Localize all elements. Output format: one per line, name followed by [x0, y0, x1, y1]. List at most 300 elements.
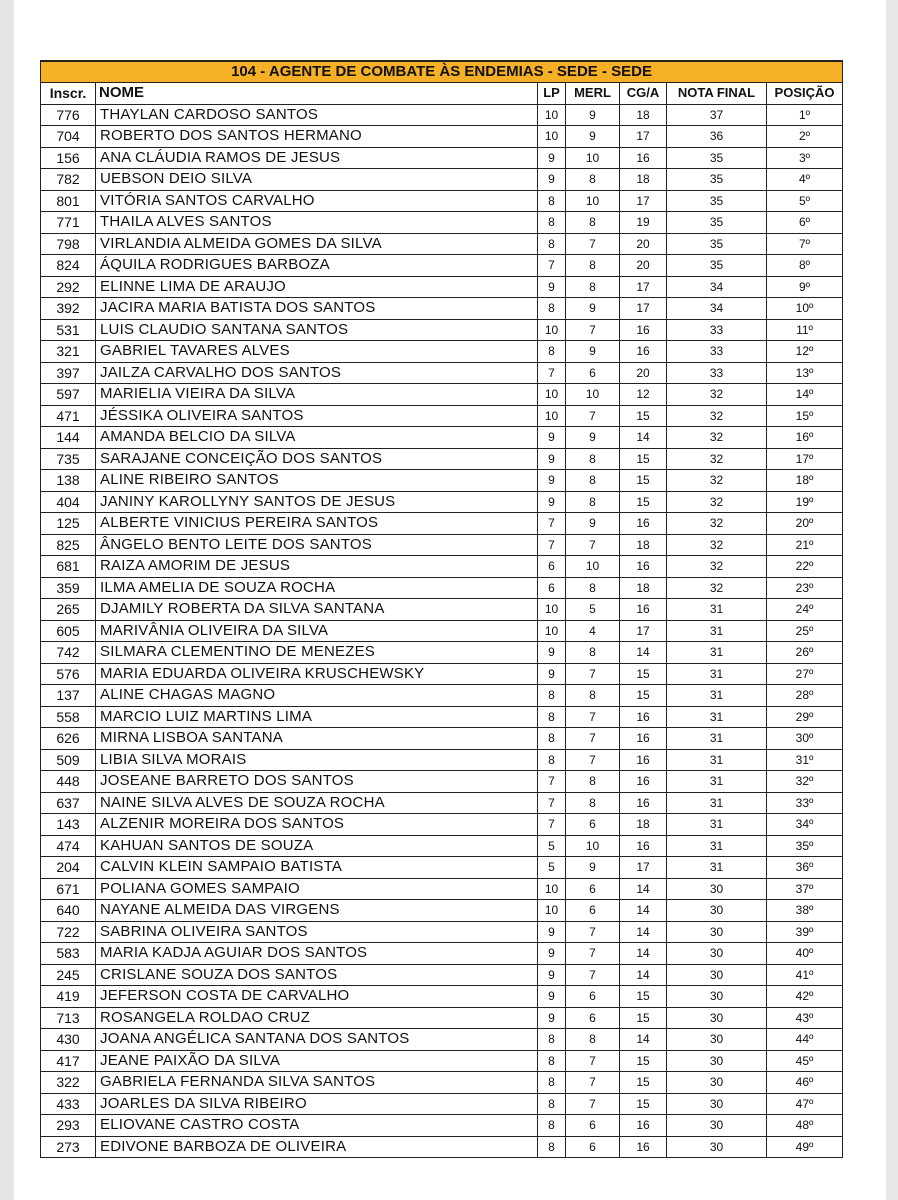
table-row — [41, 878, 843, 900]
cell-nome: POLIANA GOMES SAMPAIO — [96, 878, 538, 900]
cell-cga: 18 — [620, 814, 667, 836]
cell-posicao: 23º — [767, 577, 843, 599]
cell-lp: 8 — [538, 706, 566, 728]
cell-posicao: 32º — [767, 771, 843, 793]
cell-merl: 6 — [566, 1136, 620, 1158]
table-row — [41, 169, 843, 191]
cell-inscr: 322 — [41, 1072, 96, 1094]
cell-nome: NAYANE ALMEIDA DAS VIRGENS — [96, 900, 538, 922]
cell-nome: VIRLANDIA ALMEIDA GOMES DA SILVA — [96, 233, 538, 255]
table-row — [41, 1093, 843, 1115]
table-row — [41, 104, 843, 126]
cell-merl: 9 — [566, 513, 620, 535]
cell-nota-final: 31 — [667, 642, 767, 664]
cell-inscr: 640 — [41, 900, 96, 922]
cell-nome: MARIVÂNIA OLIVEIRA DA SILVA — [96, 620, 538, 642]
table-row — [41, 685, 843, 707]
cell-posicao: 1º — [767, 104, 843, 126]
cell-nome: THAILA ALVES SANTOS — [96, 212, 538, 234]
cell-nome: NAINE SILVA ALVES DE SOUZA ROCHA — [96, 792, 538, 814]
cell-lp: 10 — [538, 319, 566, 341]
table-row — [41, 771, 843, 793]
table-row — [41, 448, 843, 470]
cell-nome: GABRIEL TAVARES ALVES — [96, 341, 538, 363]
cell-inscr: 144 — [41, 427, 96, 449]
cell-nota-final: 30 — [667, 1115, 767, 1137]
cell-cga: 16 — [620, 749, 667, 771]
table-row — [41, 642, 843, 664]
cell-lp: 5 — [538, 857, 566, 879]
cell-posicao: 19º — [767, 491, 843, 513]
cell-nota-final: 30 — [667, 1050, 767, 1072]
cell-nome: CALVIN KLEIN SAMPAIO BATISTA — [96, 857, 538, 879]
cell-posicao: 18º — [767, 470, 843, 492]
right-page-shadow — [886, 0, 898, 1200]
cell-inscr: 125 — [41, 513, 96, 535]
cell-lp: 7 — [538, 534, 566, 556]
table-row — [41, 706, 843, 728]
cell-nome: DJAMILY ROBERTA DA SILVA SANTANA — [96, 599, 538, 621]
cell-inscr: 671 — [41, 878, 96, 900]
cell-nota-final: 35 — [667, 147, 767, 169]
cell-posicao: 6º — [767, 212, 843, 234]
cell-nome: CRISLANE SOUZA DOS SANTOS — [96, 964, 538, 986]
cell-nota-final: 30 — [667, 1136, 767, 1158]
cell-nome: KAHUAN SANTOS DE SOUZA — [96, 835, 538, 857]
left-page-shadow — [0, 0, 14, 1200]
cell-lp: 8 — [538, 1136, 566, 1158]
cell-nota-final: 37 — [667, 104, 767, 126]
cell-inscr: 605 — [41, 620, 96, 642]
cell-posicao: 41º — [767, 964, 843, 986]
cell-cga: 16 — [620, 599, 667, 621]
cell-inscr: 597 — [41, 384, 96, 406]
cell-lp: 8 — [538, 212, 566, 234]
cell-cga: 15 — [620, 1072, 667, 1094]
cell-nota-final: 32 — [667, 534, 767, 556]
table-row — [41, 276, 843, 298]
cell-lp: 8 — [538, 341, 566, 363]
cell-posicao: 10º — [767, 298, 843, 320]
cell-lp: 9 — [538, 470, 566, 492]
cell-inscr: 265 — [41, 599, 96, 621]
cell-nome: EDIVONE BARBOZA DE OLIVEIRA — [96, 1136, 538, 1158]
cell-nome: ÂNGELO BENTO LEITE DOS SANTOS — [96, 534, 538, 556]
cell-inscr: 404 — [41, 491, 96, 513]
cell-nome: ELINNE LIMA DE ARAUJO — [96, 276, 538, 298]
cell-nota-final: 35 — [667, 190, 767, 212]
cell-merl: 7 — [566, 943, 620, 965]
cell-lp: 7 — [538, 771, 566, 793]
cell-lp: 10 — [538, 126, 566, 148]
cell-nome: JACIRA MARIA BATISTA DOS SANTOS — [96, 298, 538, 320]
cell-merl: 8 — [566, 276, 620, 298]
cell-merl: 6 — [566, 900, 620, 922]
cell-merl: 7 — [566, 405, 620, 427]
cell-cga: 15 — [620, 1050, 667, 1072]
results-sheet — [40, 60, 842, 1158]
cell-merl: 6 — [566, 1115, 620, 1137]
cell-nota-final: 30 — [667, 900, 767, 922]
cell-cga: 14 — [620, 878, 667, 900]
cell-nome: JEANE PAIXÃO DA SILVA — [96, 1050, 538, 1072]
cell-posicao: 47º — [767, 1093, 843, 1115]
cell-nota-final: 30 — [667, 986, 767, 1008]
cell-lp: 7 — [538, 362, 566, 384]
cell-lp: 7 — [538, 513, 566, 535]
cell-cga: 16 — [620, 319, 667, 341]
cell-cga: 16 — [620, 1115, 667, 1137]
cell-nome: JOARLES DA SILVA RIBEIRO — [96, 1093, 538, 1115]
cell-nome: AMANDA BELCIO DA SILVA — [96, 427, 538, 449]
cell-lp: 8 — [538, 1050, 566, 1072]
cell-inscr: 735 — [41, 448, 96, 470]
cell-nota-final: 32 — [667, 405, 767, 427]
cell-inscr: 143 — [41, 814, 96, 836]
cell-posicao: 42º — [767, 986, 843, 1008]
cell-cga: 14 — [620, 1029, 667, 1051]
cell-inscr: 417 — [41, 1050, 96, 1072]
cell-nota-final: 35 — [667, 255, 767, 277]
cell-nota-final: 33 — [667, 319, 767, 341]
cell-cga: 20 — [620, 233, 667, 255]
cell-posicao: 44º — [767, 1029, 843, 1051]
cell-inscr: 321 — [41, 341, 96, 363]
cell-posicao: 20º — [767, 513, 843, 535]
cell-nota-final: 30 — [667, 1072, 767, 1094]
cell-merl: 8 — [566, 577, 620, 599]
cell-posicao: 17º — [767, 448, 843, 470]
cell-nome: VITÓRIA SANTOS CARVALHO — [96, 190, 538, 212]
cell-cga: 14 — [620, 921, 667, 943]
cell-inscr: 637 — [41, 792, 96, 814]
cell-lp: 9 — [538, 986, 566, 1008]
cell-merl: 8 — [566, 212, 620, 234]
table-row — [41, 1072, 843, 1094]
cell-inscr: 273 — [41, 1136, 96, 1158]
cell-posicao: 24º — [767, 599, 843, 621]
cell-cga: 15 — [620, 685, 667, 707]
cell-cga: 14 — [620, 900, 667, 922]
cell-posicao: 48º — [767, 1115, 843, 1137]
cell-cga: 14 — [620, 964, 667, 986]
cell-posicao: 30º — [767, 728, 843, 750]
cell-nota-final: 30 — [667, 964, 767, 986]
cell-lp: 10 — [538, 599, 566, 621]
cell-lp: 8 — [538, 233, 566, 255]
cell-inscr: 156 — [41, 147, 96, 169]
cell-merl: 8 — [566, 491, 620, 513]
table-row — [41, 491, 843, 513]
cell-inscr: 742 — [41, 642, 96, 664]
cell-posicao: 7º — [767, 233, 843, 255]
cell-nome: JEFERSON COSTA DE CARVALHO — [96, 986, 538, 1008]
cell-posicao: 12º — [767, 341, 843, 363]
cell-nome: GABRIELA FERNANDA SILVA SANTOS — [96, 1072, 538, 1094]
cell-lp: 10 — [538, 104, 566, 126]
cell-posicao: 14º — [767, 384, 843, 406]
cell-merl: 7 — [566, 663, 620, 685]
cell-merl: 6 — [566, 986, 620, 1008]
cell-inscr: 776 — [41, 104, 96, 126]
cell-posicao: 33º — [767, 792, 843, 814]
cell-merl: 9 — [566, 104, 620, 126]
cell-merl: 9 — [566, 126, 620, 148]
cell-cga: 14 — [620, 943, 667, 965]
cell-merl: 6 — [566, 362, 620, 384]
table-row — [41, 792, 843, 814]
cell-cga: 17 — [620, 190, 667, 212]
cell-nome: LUIS CLAUDIO SANTANA SANTOS — [96, 319, 538, 341]
cell-nota-final: 32 — [667, 470, 767, 492]
cell-nome: MARCIO LUIZ MARTINS LIMA — [96, 706, 538, 728]
cell-posicao: 49º — [767, 1136, 843, 1158]
cell-lp: 7 — [538, 814, 566, 836]
cell-nota-final: 32 — [667, 491, 767, 513]
cell-cga: 16 — [620, 728, 667, 750]
cell-posicao: 37º — [767, 878, 843, 900]
cell-nome: MARIELIA VIEIRA DA SILVA — [96, 384, 538, 406]
header-nome: NOME — [96, 83, 538, 105]
cell-merl: 7 — [566, 319, 620, 341]
cell-lp: 9 — [538, 147, 566, 169]
cell-lp: 6 — [538, 577, 566, 599]
cell-merl: 5 — [566, 599, 620, 621]
cell-lp: 9 — [538, 663, 566, 685]
cell-lp: 9 — [538, 943, 566, 965]
cell-lp: 8 — [538, 728, 566, 750]
cell-posicao: 35º — [767, 835, 843, 857]
cell-cga: 14 — [620, 427, 667, 449]
cell-nota-final: 34 — [667, 298, 767, 320]
cell-lp: 10 — [538, 620, 566, 642]
table-row — [41, 986, 843, 1008]
cell-nome: SABRINA OLIVEIRA SANTOS — [96, 921, 538, 943]
cell-lp: 8 — [538, 1072, 566, 1094]
cell-cga: 20 — [620, 362, 667, 384]
cell-inscr: 204 — [41, 857, 96, 879]
cell-nome: ALZENIR MOREIRA DOS SANTOS — [96, 814, 538, 836]
cell-merl: 10 — [566, 556, 620, 578]
cell-merl: 7 — [566, 964, 620, 986]
table-row — [41, 964, 843, 986]
cell-inscr: 798 — [41, 233, 96, 255]
cell-posicao: 4º — [767, 169, 843, 191]
cell-posicao: 2º — [767, 126, 843, 148]
cell-nota-final: 30 — [667, 921, 767, 943]
cell-merl: 10 — [566, 835, 620, 857]
cell-nota-final: 30 — [667, 878, 767, 900]
cell-cga: 15 — [620, 470, 667, 492]
table-row — [41, 620, 843, 642]
cell-nota-final: 32 — [667, 427, 767, 449]
cell-inscr: 293 — [41, 1115, 96, 1137]
cell-lp: 10 — [538, 878, 566, 900]
cell-cga: 18 — [620, 577, 667, 599]
cell-lp: 8 — [538, 749, 566, 771]
table-row — [41, 900, 843, 922]
cell-posicao: 11º — [767, 319, 843, 341]
cell-merl: 9 — [566, 298, 620, 320]
cell-merl: 9 — [566, 857, 620, 879]
cell-lp: 7 — [538, 792, 566, 814]
table-row — [41, 943, 843, 965]
cell-merl: 8 — [566, 792, 620, 814]
header-lp: LP — [538, 83, 566, 105]
header-nota-final: NOTA FINAL — [667, 83, 767, 105]
cell-nota-final: 30 — [667, 1029, 767, 1051]
table-row — [41, 255, 843, 277]
cell-inscr: 397 — [41, 362, 96, 384]
cell-cga: 19 — [620, 212, 667, 234]
cell-nome: JANINY KAROLLYNY SANTOS DE JESUS — [96, 491, 538, 513]
cell-merl: 6 — [566, 878, 620, 900]
cell-nota-final: 31 — [667, 663, 767, 685]
cell-inscr: 137 — [41, 685, 96, 707]
cell-inscr: 558 — [41, 706, 96, 728]
cell-cga: 16 — [620, 1136, 667, 1158]
cell-nome: JOANA ANGÉLICA SANTANA DOS SANTOS — [96, 1029, 538, 1051]
cell-cga: 15 — [620, 986, 667, 1008]
cell-inscr: 824 — [41, 255, 96, 277]
cell-cga: 15 — [620, 1007, 667, 1029]
cell-inscr: 448 — [41, 771, 96, 793]
table-row — [41, 1050, 843, 1072]
table-row — [41, 749, 843, 771]
cell-inscr: 583 — [41, 943, 96, 965]
cell-posicao: 29º — [767, 706, 843, 728]
cell-inscr: 801 — [41, 190, 96, 212]
cell-cga: 15 — [620, 1093, 667, 1115]
cell-merl: 6 — [566, 1007, 620, 1029]
table-row — [41, 126, 843, 148]
cell-lp: 6 — [538, 556, 566, 578]
cell-lp: 8 — [538, 190, 566, 212]
cell-nota-final: 32 — [667, 513, 767, 535]
cell-nota-final: 31 — [667, 599, 767, 621]
cell-nome: JAILZA CARVALHO DOS SANTOS — [96, 362, 538, 384]
cell-cga: 16 — [620, 556, 667, 578]
table-row — [41, 1115, 843, 1137]
table-row — [41, 470, 843, 492]
table-row — [41, 212, 843, 234]
cell-lp: 9 — [538, 448, 566, 470]
cell-nome: ROSANGELA ROLDAO CRUZ — [96, 1007, 538, 1029]
cell-nota-final: 31 — [667, 792, 767, 814]
cell-nota-final: 31 — [667, 620, 767, 642]
table-row — [41, 1007, 843, 1029]
cell-cga: 17 — [620, 620, 667, 642]
cell-posicao: 16º — [767, 427, 843, 449]
cell-cga: 14 — [620, 642, 667, 664]
cell-cga: 17 — [620, 126, 667, 148]
cell-cga: 16 — [620, 147, 667, 169]
cell-nome: ALINE RIBEIRO SANTOS — [96, 470, 538, 492]
cell-nome: THAYLAN CARDOSO SANTOS — [96, 104, 538, 126]
table-row — [41, 556, 843, 578]
cell-nota-final: 32 — [667, 556, 767, 578]
cell-lp: 10 — [538, 405, 566, 427]
cell-nota-final: 34 — [667, 276, 767, 298]
cell-posicao: 38º — [767, 900, 843, 922]
cell-nota-final: 35 — [667, 212, 767, 234]
cell-inscr: 825 — [41, 534, 96, 556]
cell-nota-final: 31 — [667, 771, 767, 793]
title-row — [41, 61, 843, 83]
cell-nome: ROBERTO DOS SANTOS HERMANO — [96, 126, 538, 148]
cell-inscr: 626 — [41, 728, 96, 750]
cell-posicao: 25º — [767, 620, 843, 642]
table-row — [41, 405, 843, 427]
cell-cga: 16 — [620, 792, 667, 814]
table-row — [41, 921, 843, 943]
cell-merl: 8 — [566, 1029, 620, 1051]
cell-merl: 9 — [566, 427, 620, 449]
cell-cga: 17 — [620, 298, 667, 320]
cell-inscr: 576 — [41, 663, 96, 685]
cell-cga: 15 — [620, 663, 667, 685]
cell-inscr: 713 — [41, 1007, 96, 1029]
cell-posicao: 22º — [767, 556, 843, 578]
table-row — [41, 319, 843, 341]
cell-nome: UEBSON DEIO SILVA — [96, 169, 538, 191]
cell-nota-final: 30 — [667, 1007, 767, 1029]
cell-lp: 9 — [538, 921, 566, 943]
table-row — [41, 857, 843, 879]
cell-inscr: 292 — [41, 276, 96, 298]
cell-cga: 18 — [620, 104, 667, 126]
table-row — [41, 190, 843, 212]
cell-inscr: 509 — [41, 749, 96, 771]
cell-merl: 8 — [566, 470, 620, 492]
cell-inscr: 245 — [41, 964, 96, 986]
header-inscr: Inscr. — [41, 83, 96, 105]
header-merl: MERL — [566, 83, 620, 105]
table-row — [41, 147, 843, 169]
cell-inscr: 430 — [41, 1029, 96, 1051]
cell-nome: MARIA KADJA AGUIAR DOS SANTOS — [96, 943, 538, 965]
cell-inscr: 722 — [41, 921, 96, 943]
cell-lp: 10 — [538, 900, 566, 922]
cell-nome: JÉSSIKA OLIVEIRA SANTOS — [96, 405, 538, 427]
cell-lp: 9 — [538, 964, 566, 986]
cell-posicao: 26º — [767, 642, 843, 664]
cell-inscr: 392 — [41, 298, 96, 320]
cell-merl: 8 — [566, 685, 620, 707]
table-row — [41, 362, 843, 384]
cell-merl: 9 — [566, 341, 620, 363]
cell-nome: ANA CLÁUDIA RAMOS DE JESUS — [96, 147, 538, 169]
cell-merl: 8 — [566, 642, 620, 664]
table-row — [41, 1029, 843, 1051]
cell-merl: 7 — [566, 706, 620, 728]
cell-nome: MARIA EDUARDA OLIVEIRA KRUSCHEWSKY — [96, 663, 538, 685]
cell-nota-final: 31 — [667, 728, 767, 750]
cell-inscr: 681 — [41, 556, 96, 578]
cell-posicao: 13º — [767, 362, 843, 384]
cell-cga: 20 — [620, 255, 667, 277]
cell-cga: 16 — [620, 706, 667, 728]
cell-posicao: 15º — [767, 405, 843, 427]
cell-merl: 8 — [566, 448, 620, 470]
cell-merl: 10 — [566, 147, 620, 169]
cell-posicao: 9º — [767, 276, 843, 298]
cell-posicao: 45º — [767, 1050, 843, 1072]
cell-posicao: 39º — [767, 921, 843, 943]
cell-lp: 9 — [538, 276, 566, 298]
cell-nota-final: 35 — [667, 169, 767, 191]
cell-merl: 10 — [566, 190, 620, 212]
